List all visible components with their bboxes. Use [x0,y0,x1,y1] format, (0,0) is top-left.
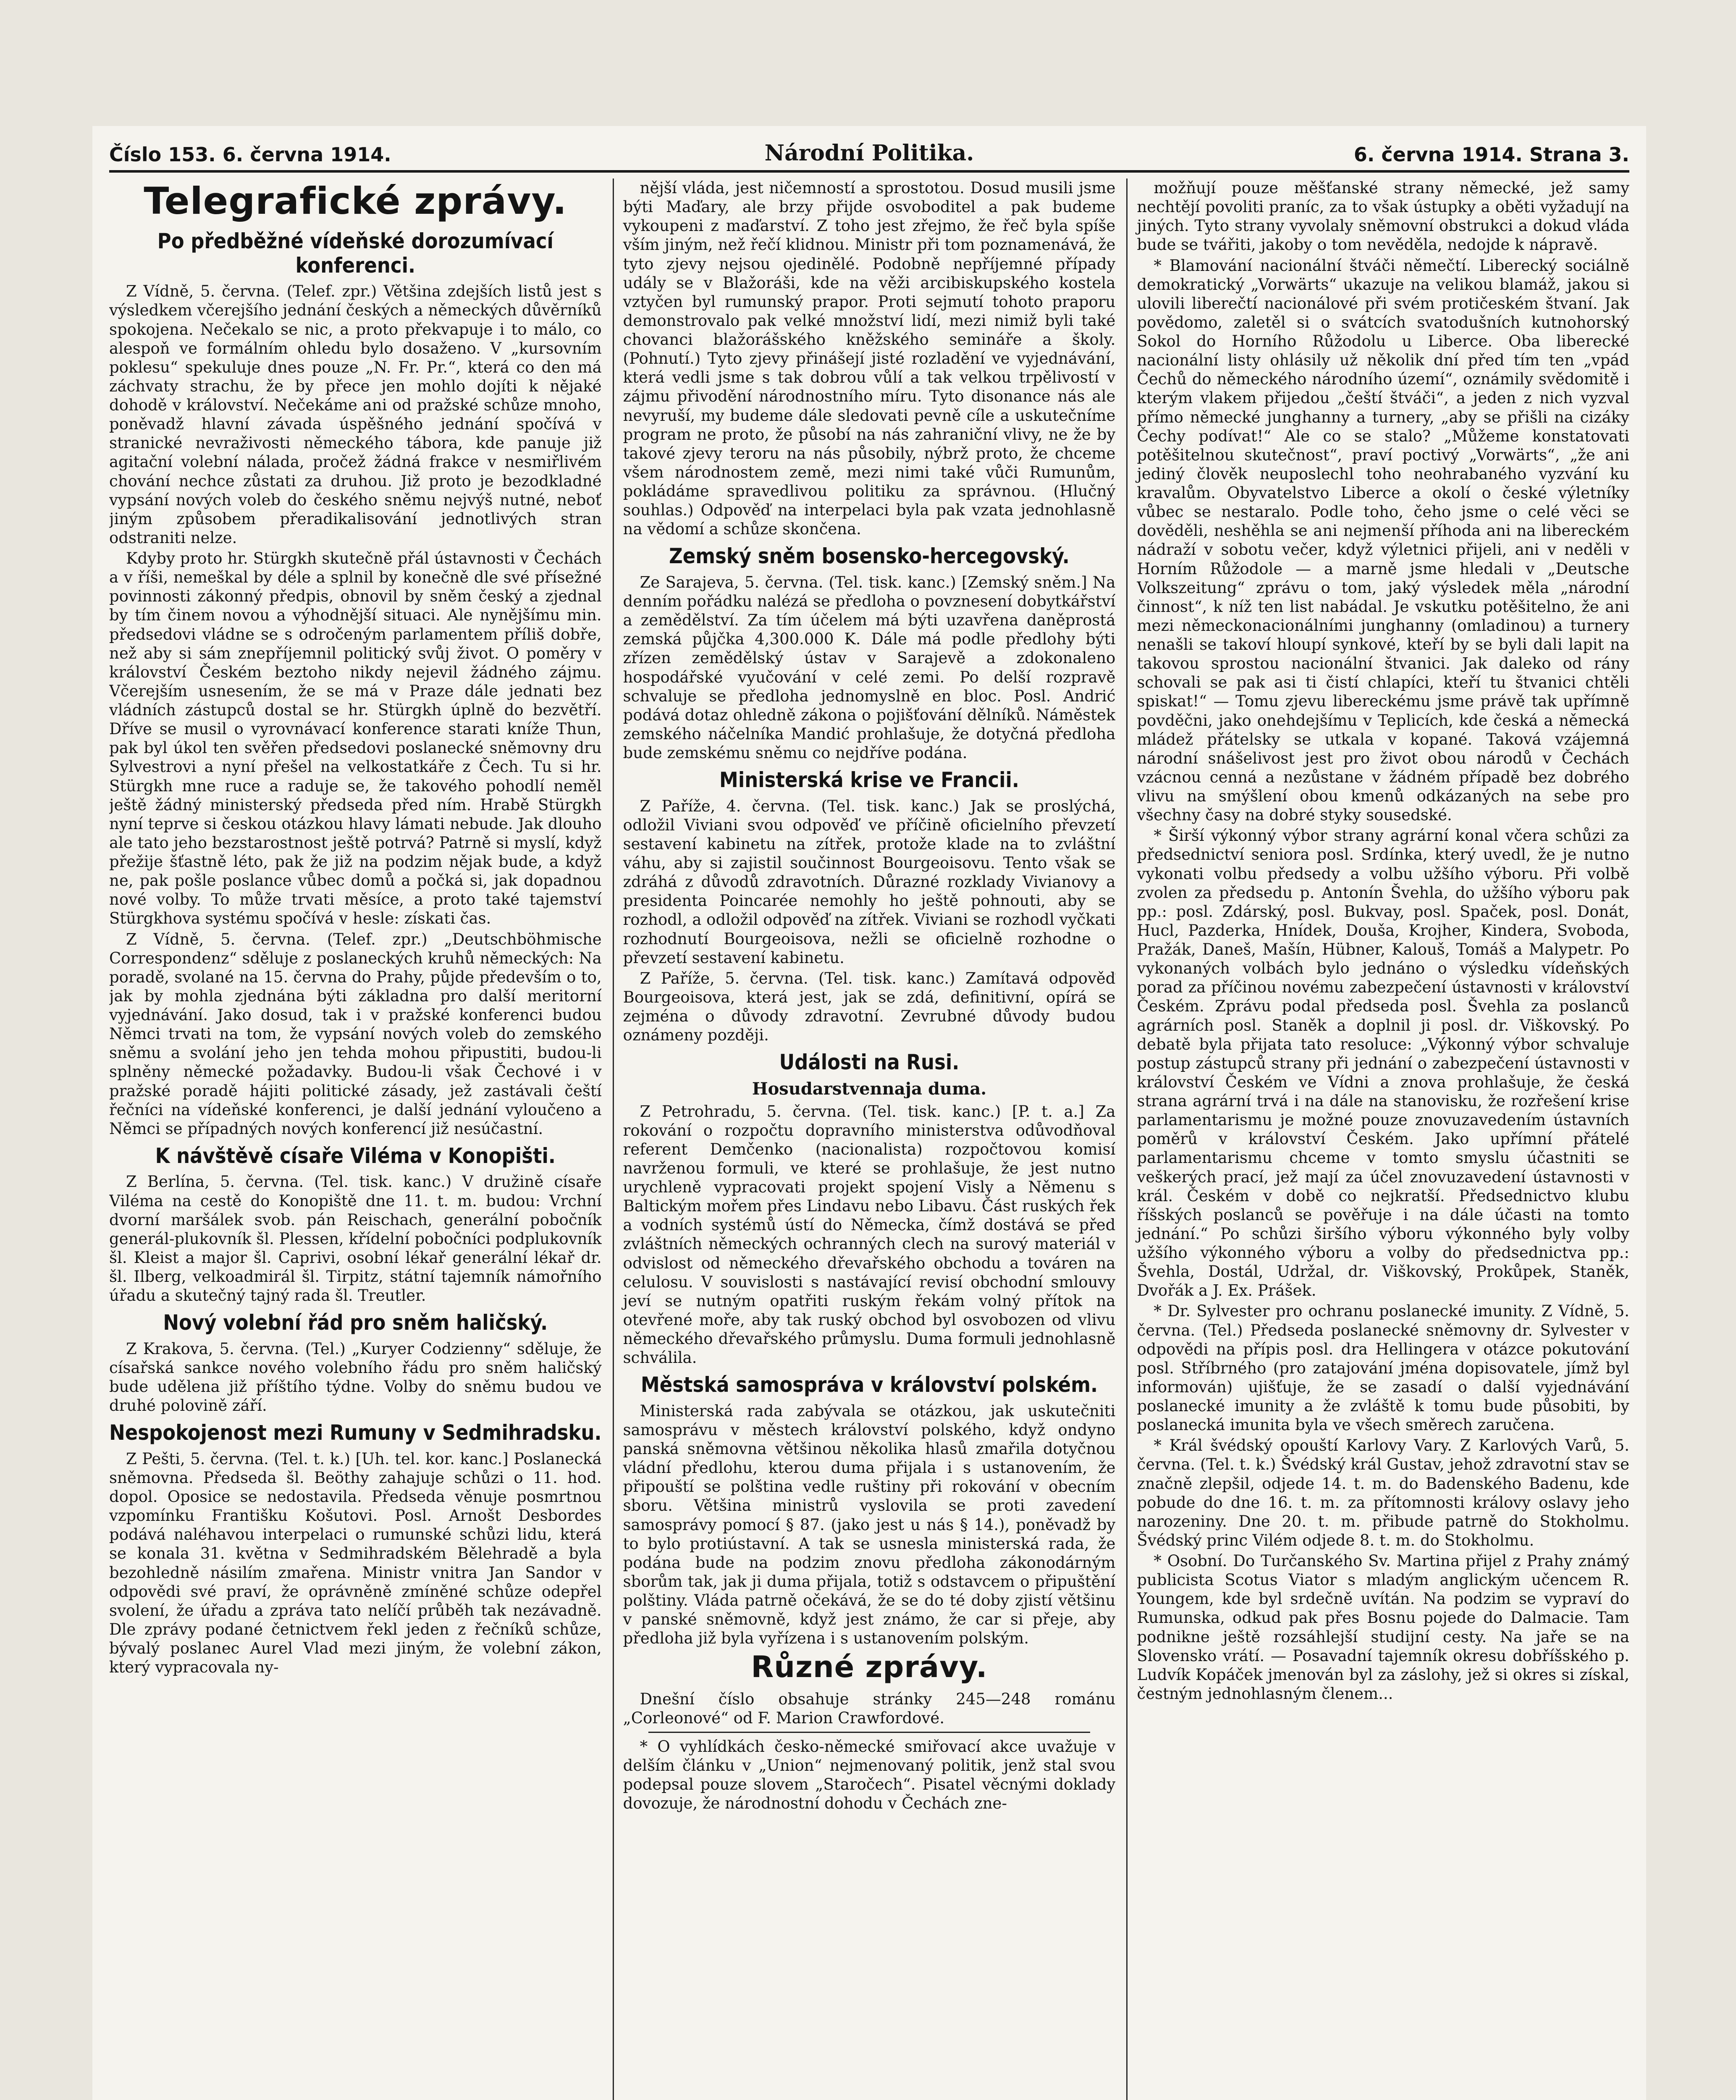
newspaper-page [92,126,1646,2100]
masthead: Národní Politika. [764,140,974,166]
article-paragraph: Z Krakova, 5. června. (Tel.) „Kuryer Codzienny“ sděluje, že císařská sankce nového volebního řádu pro sněm haličský bude udělena již příštího týdne. Volby do sněmu budou ve druhé polovině září. [109,1339,602,1415]
article-paragraph: Dnešní číslo obsahuje stránky 245—248 románu „Corleonové“ od F. Marion Crawfordové. [623,1690,1116,1727]
article-title: K návštěvě císaře Viléma v Konopišti. [155,1143,556,1168]
news-item: * Blamování nacionální štváči němečtí. Liberecký sociálně demokratický „Vorwärts“ ukazuje na velikou blamáž, jakou si ulovili liberečtí nacionálové při svém protičeském štvaní. Jak povědomo, zaletěl si o svátcích svatodušních kutnohorský Sokol do Horního Růžodolu u Liberce. Oba liberecké nacionální listy ohlásily už několik dní před tím ten „vpád Čechů do německého národního území“, oznámily svědomitě i kterým vlakem přijedou „čeští štváči“, a jeden z nich vyzval přímo německé junghanny a turnery, „aby se přišli na cizáky Čechy podívat!“ Ale co se stalo? „Můžeme konstatovati potěšitelnou skutečnost“, praví poctivý „Vorwärts“, „že ani jediný člověk neuposlechl toho neohrabaného vyzvání ku kravalům. Obyvatelstvo Liberce a okolí o české výletníky vůbec se nestaralo. Podle toho, čeho jsme o celé věci se dověděli, neshěhla se ani nejmenší příhoda ani na libereckém nádraží v sobotu večer, když výletnici přijeli, ani v neděli v Horním Růžodole — a marně jsme hledali v „Deutsche Volkszeitung“ zprávu o tom, jaký výsledek měla „národní činnost“, k níž ten list nabádal. Je vskutku potěšitelno, že ani mezi německonacionálními junghanny (omladinou) a turnery nenašli se takoví hloupí synkové, kteří by se byli dali lapit na takovou sprostou nacionální štvanici. Jak daleko od rány schovali se pak asi ti čistí chlapíci, kteří tu štvanici chtěli spiskat!“ — Tomu zjevu libereckému jsme právě tak upřímně povděčni, jako onehdejšímu v Teplicích, kde česká a německá mládež přátelsky se utkala v kopané. Taková vzájemná národní snášelivost jest pro život obou národů v Čechách vzácnou cenná a nezůstane v žádném případě bez dobrého vlivu na smýšlení obou kmenů odkázaných na sebe pro všechny časy na dobré styky sousedské. [1137,256,1630,824]
column-2 [613,178,1116,2100]
article-title: Zemský sněm bosensko-hercegovský. [669,544,1070,569]
article-paragraph: Z Paříže, 4. června. (Tel. tisk. kanc.) Jak se proslýchá, odložil Viviani svou odpověď ve příčině oficielního převzetí sestavení kabinetu na zítřek, protože klade na to zvláštní váhu, aby si zajistil součinnost Bourgeoisovu. Tento však se zdráhá z důvodů zdravotních. Důrazné rozklady Vivianovy a presidenta Poincarée nemohly ho ještě pohnouti, aby se rozhodl, a odložil odpověď na zítřek. Viviani se rozhodl vyčkati rozhodnutí Bourgeoisova, nežli se oficielně rozhodne o převzetí sestavení kabinetu. [623,797,1116,967]
article-title: Nový volební řád pro sněm haličský. [163,1310,548,1335]
article-paragraph: nější vláda, jest ničemností a sprostotou. Dosud musili jsme býti Maďary, ale brzy přijde osvoboditel a pak budeme vykoupeni z maďarství. Z toho jest zřejmo, že řeč byla spíše vším jiným, než řečí klidnou. Ministr při tom poznamenává, že tyto zjevy nejsou ojedinělé. Podobně nepříjemné případy udály se v Blažoráši, kde na věži arcibiskupského kostela vztyčen byl rumunský prapor. Proti sejmutí tohoto praporu demonstrovalo pak velké množství lidí, mezi nimiž byli také chovanci blažorášského kněžského semináře a školy. (Pohnutí.) Tyto zjevy přinášejí jisté rozladění ve vyjednávání, která vedli jsme s tak dobrou vůlí a tak velkou trpělivostí v zájmu přivodění národnostního míru. Tyto disonance nás ale nevyruší, my budeme dále sledovati pevně cíle a uskutečníme program ne proto, že působí na nás zahraniční vlivy, ne že by takové zjevy teroru na nás působily, nýbrž proto, že chceme všem národnostem země, mezi nimi také vůči Rumunům, pokládáme spravedlivou politiku za správnou. (Hlučný souhlas.) Odpověď na interpelaci byla pak vzata jednohlasně na vědomí a schůze skončena. [623,179,1116,538]
article-paragraph: * O vyhlídkách česko-německé smiřovací akce uvažuje v delším článku v „Union“ nejmenovaný politik, jenž stal svou podepsal pouze slovem „Staročech“. Pisatel věcnými doklady dovozuje, že národnostní dohodu v Čechách zne- [623,1738,1116,1813]
article-paragraph: Z Paříže, 5. června. (Tel. tisk. kanc.) Zamítavá odpověď Bourgeoisova, která jest, jak se zdá, definitivní, opírá se zejména o důvody zdravotní. Zevrubné důvody budou oznámeny později. [623,969,1116,1045]
article-title: Události na Rusi. [779,1050,960,1075]
article-paragraph: možňují pouze měšťanské strany německé, jež samy nechtějí povoliti praníc, za to však ústupky a oběti vyžadují na jiných. Tyto strany vyvolaly sněmovní obstrukci a dokud vláda bude se tvářiti, jakoby o tom nevěděla, nedojde k nápravě. [1137,179,1630,254]
divider [648,1732,1091,1733]
article-subtitle: Hosudarstvennaja duma. [752,1079,987,1099]
news-item: * Král švédský opouští Karlovy Vary. Z Karlových Varů, 5. června. (Tel. t. k.) Švédský král Gustav, jehož zdravotní stav se značně zlepšil, odjede 14. t. m. do Badenského Badenu, kde pobude do dne 16. t. m. za přítomnosti královy oslavy jeho narozeniny. Dne 20. t. m. přibude patrně do Stokholmu. Švédský princ Vilém odjede 8. t. m. do Stokholmu. [1137,1436,1630,1549]
columns [109,178,1629,2100]
article-paragraph: Z Vídně, 5. června. (Telef. zpr.) Většina zdejších listů jest s výsledkem včerejšího jednání českých a německých důvěrníků spokojena. Nečekalo se nic, a proto překvapuje i to málo, co alespoň ve formálním ohledu bylo dosaženo. V „kursovním poklesu“ spekuluje dnes pouze „N. Fr. Pr.“, která co den má záchvaty strachu, že by přece jen mohlo dojíti k nějaké dohodě v království. Nečekáme ani od pražské schůze mnoho, poněvadž hlavní závada úspěšného jednání spočívá v stranické nevraživosti německého tábora, kde panuje již agitační volební nálada, pročež žádná frakce v nesmiřlivém chování nechce zůstati za druhou. Již proto je bezodkladné vypsání nových voleb do českého sněmu nejvýš nutné, neboť jiným způsobem přeradikalisování jednotlivých stran odstraniti nelze. [109,282,602,547]
article-paragraph: Z Pešti, 5. června. (Tel. t. k.) [Uh. tel. kor. kanc.] Poslanecká sněmovna. Předseda šl. Beöthy zahajuje schůzi o 11. hod. dopol. Oposice se nedostavila. Předseda věnuje posmrtnou vzpomínku Františku Košutovi. Posl. Arnošt Desbordes podává naléhavou interpelaci o rumunské schůzi lidu, která se konala 31. května v Sedmihradském Bělehradě a byla bezohledně násilím zmařena. Ministr vnitra Jan Sandor v odpovědi své praví, že oprávněně zmíněné schůze odepřel svolení, že úřadu a zpráva tato nelíčí průběh tak nezávadně. Dle zprávy podané četnictvem řekl jeden z řečníků schůze, bývalý poslanec Aurel Vlad mezi jiným, že volební zákon, který vypracovala ny- [109,1449,602,1677]
news-item: * Dr. Sylvester pro ochranu poslanecké imunity. Z Vídně, 5. června. (Tel.) Předseda poslanecké sněmovny dr. Sylvester v odpovědi na přípis posl. dra Hellingera v otázce pokutování posl. Stříbrného (pro zatajování jména dopisovatele, jímž byl informován) ujišťuje, že se zasadí o další vyjednávání poslanecké imunity a že zvláště k tomu bude působiti, by poslanecká imunita byla ve všech směrech zaručena. [1137,1302,1630,1434]
page-header [109,132,1629,173]
article-paragraph: Kdyby proto hr. Stürgkh skutečně přál ústavnosti v Čechách a v říši, nemeškal by déle a splnil by konečně dle své přísežné povinnosti zákonný předpis, obnovil by sněm český a zjednal by tím činem novou a výhodnější situaci. Ale nynějšímu min. předsedovi vládne se s odročeným parlamentem příliš dobře, než aby si sám znepříjemnil politický svůj život. O poměry v království Českém beztoho nikdy nejevil žádného zájmu. Včerejším usnesením, že se má v Praze dále jednati bez vládních zástupců dostal se hr. Stürgkh úplně do bezvětří. Dříve se musil o vyrovnávací konference starati kníže Thun, pak byl úkol ten svěřen předsedovi poslanecké sněmovny dru Sylvestrovi a nyní přešel na velkostatkáře z Čech. Tu si hr. Stürgkh mne ruce a raduje se, že takového pohodlí neměl ještě žádný ministerský předseda před ním. Hrabě Stürgkh nyní teprve si českou otázkou hlavy lámati nebude. Jak dlouho ale tato jeho bezstarostnost ještě potrvá? Patrně si myslí, když přežije šťastně léto, pak že již na podzim nějak bude, a když ne, pak pošle poslance vůbec domů a počká si, jak dopadnou nové volby. To může trvati měsíce, a proto také tajemství Stürgkhova systému spočívá v hesle: získati čas. [109,549,602,928]
issue-info: Číslo 153. 6. června 1914. [109,143,391,166]
column-1 [109,178,602,2100]
article-paragraph: Ministerská rada zabývala se otázkou, jak uskutečniti samosprávu v městech království polského, když ondyno panská sněmovna většinou několika hlasů zmařila dotyčnou vládní předlohu, kterou duma přijala i s ustanovením, že připouští se polština vedle ruštiny při rokování v obecním sboru. Většina ministrů vyslovila se proti zavedení samosprávy pomocí § 87. (jako jest u nás § 14.), poněvadž by to bylo protiústavní. A tak se usnesla ministerská rada, že podána bude na podzim znovu předloha zákonodárným sborům tak, jak ji duma přijala, totiž s odstavcem o připuštění polštiny. Vláda patrně očekává, že se do té doby zjistí většinu v panské sněmovně, když jest známo, že car si přeje, aby předloha již byla vyřízena i s ustanovením polským. [623,1402,1116,1648]
news-item: * Osobní. Do Turčanského Sv. Martina přijel z Prahy známý publicista Scotus Viator s mladým anglickým učencem R. Youngem, kde byl srdečně uvítán. Na podzim se vypraví do Rumunska, odkud pak přes Bosnu pojede do Dalmacie. Tam podnikne ještě rozsáhlejší studijní cesty. Na jaře se na Slovensko vrátí. — Posavadní tajemník okresu dobříšského p. Ludvík Kopáček jmenován byl za záslohy, jež si okres si získal, čestným jednohlasným členem... [1137,1552,1630,1703]
article-title: Ministerská krise ve Francii. [719,768,1019,793]
section-heading: Telegrafické zprávy. [144,179,567,223]
article-paragraph: Z Vídně, 5. června. (Telef. zpr.) „Deutschböhmische Correspondenz“ sděluje z poslaneckých kruhů německých: Na poradě, svolané na 15. června do Prahy, půjde především o to, jak by mohla zjednána býti základna pro další meritorní vyjednávání. Jako dosud, tak i v pražské konferenci budou Němci trvati na tom, že vypsání nových voleb do zemského sněmu a svolání jeho jen tehda mohou připustiti, budou-li splněny německé požadavky. Budou-li však Čechové i v pražské poradě hájiti politické zásady, jež zastávali čeští řečníci na vídeňské konferenci, je další jednání vyloučeno a Němci se případných nových konferencí již nesúčastní. [109,930,602,1138]
news-item: * Širší výkonný výbor strany agrární konal včera schůzi za předsednictví seniora posl. Srdínka, který uvedl, že je nutno vykonati volbu předsedy a volbu užšího výboru. Při volbě zvolen za předsedu p. Antonín Švehla, do užšího výboru pak pp.: posl. Zdárský, posl. Bukvay, posl. Spaček, posl. Donát, Hucl, Pazderka, Hnídek, Douša, Krojher, Kindera, Svoboda, Pražák, Daneš, Mašín, Hübner, Kalouš, Tomáš a Malypetr. Po vykonaných volbách bylo jednáno o výsledku vídeňských porad za příčinou novému zabezpečení ústavnosti v království Českém. Zprávu podal předseda posl. Švehla za poslanců agrárních posl. Staněk a doplnil ji posl. dr. Viškovský. Po debatě byla přijata tato resoluce: „Výkonný výbor schvaluje postup zástupců strany při jednání o zabezpečení ústavnosti v království Českém ve Vídni a znova prohlašuje, že česká strana agrární trvá i na dále na stanovisku, že rozřešení krise parlamentarismu je možné pouze znovuzavedením ústavních poměrů v království Českém. Jako upřímní přátelé parlamentarismu chceme v tomto smyslu účastniti se veškerých prací, jež mají za účel znovuzavedení ústavnosti v král. Českém v době co nejkratší. Předsednictvo klubu říšských poslanců se pověřuje i na dále účasti na tomto jednání.“ Po schůzi širšího výboru výkonného byly volby užšího výkonného výboru a volby do předsednictva pp.: Švehla, Dostál, Udržal, dr. Viškovský, Prokůpek, Staněk, Dvořák a J. Ex. Prášek. [1137,827,1630,1300]
article-title: Po předběžné vídeňské dorozumívací konferenci. [157,229,553,278]
column-3 [1126,178,1629,2100]
article-paragraph: Ze Sarajeva, 5. června. (Tel. tisk. kanc.) [Zemský sněm.] Na denním pořádku nalézá se předloha o povznesení dobytkářství a zemědělství. Za tím účelem má býti uzavřena daněprostá zemská půjčka 4,300.000 K. Dále má podle předlohy býti zřízen zemědělský ústav v Sarajevě a zdokonaleno hospodářské vyučování v celé zemi. Po delší rozpravě schvaluje se předloha jednomyslně en bloc. Posl. Andrić podává dotaz ohledně zákona o pojišťování dělníků. Náměstek zemského náčelníka Mandić prohlašuje, že dotyčná předloha bude zemskému sněmu co nejdříve podána. [623,573,1116,762]
article-title: Nespokojenost mezi Rumuny v Sedmihradsku. [109,1420,602,1445]
section-heading: Různé zprávy. [751,1650,988,1685]
article-paragraph: Z Petrohradu, 5. června. (Tel. tisk. kanc.) [P. t. a.] Za rokování o rozpočtu dopravního ministerstva odůvodňoval referent Demčenko (nacionalista) rozpočtovou komisí navrženou formuli, ve které se prohlašuje, že jest nutno urychleně vypracovati projekt spojení Visly a Němenu s Baltickým mořem přes Lindavu nebo Libavu. Část ruských řek a vodních systémů ústí do Německa, čímž dostává se před zvláštních německých ochranných clech na surový materiál v odvislost od německého dřevařského obchodu a továren na celulosu. V souvislosti s nastávající revisí obchodní smlouvy jeví se nutným opatřiti ruským řekám volný přítok na otevřené moře, aby tak ruský obchod byl osvobozen od vlivu německého dřevařského průmyslu. Duma formuli jednohlasně schválila. [623,1102,1116,1367]
page-info: 6. června 1914. Strana 3. [1353,143,1629,166]
article-title: Městská samospráva v království polském. [640,1373,1098,1397]
article-paragraph: Z Berlína, 5. června. (Tel. tisk. kanc.) V družině císaře Viléma na cestě do Konopiště dne 11. t. m. budou: Vrchní dvorní maršálek svob. pán Reischach, generální pobočník generál-plukovník šl. Plessen, křídelní pobočníci podplukovník šl. Kleist a major šl. Caprivi, osobní lékař generální lékař dr. šl. Ilberg, velkoadmirál šl. Tirpitz, státní tajemník námořního úřadu a skutečný tajný rada šl. Treutler. [109,1173,602,1305]
